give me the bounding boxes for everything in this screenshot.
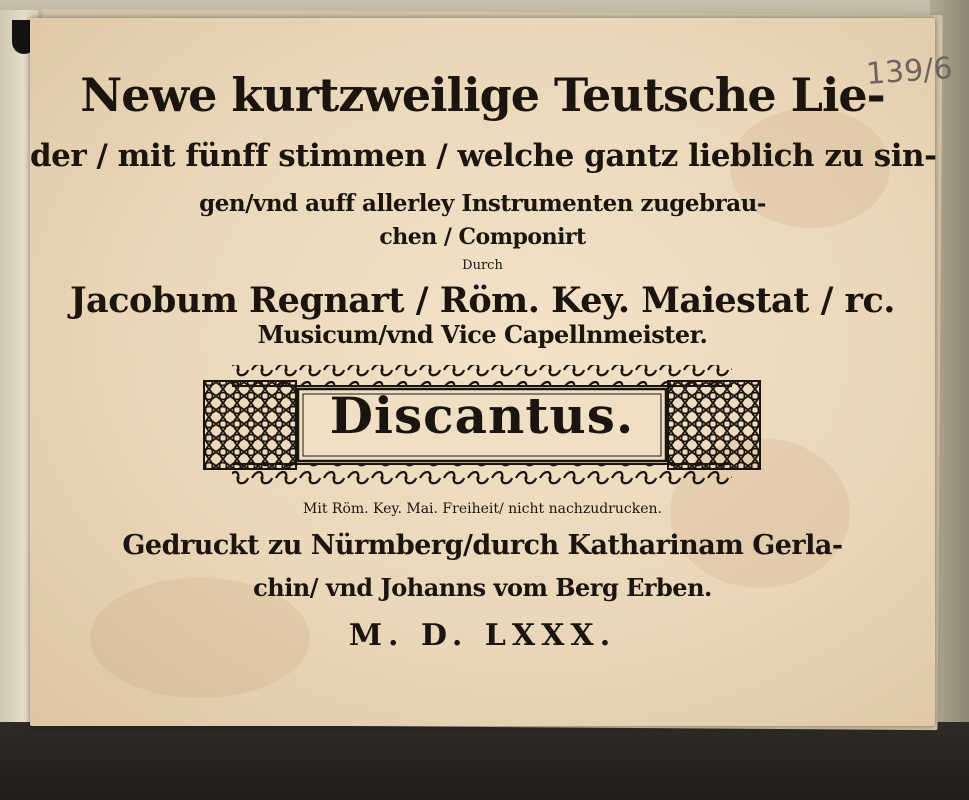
author-role: Musicum/vnd Vice Capellnmeister. [257,320,708,349]
background-bottom [0,722,969,800]
publication-year: M. D. LXXX. [348,618,617,653]
title-line-3: gen/vnd auff allerley Instrumenten zugebrau- [199,190,766,217]
author-line: Jacobum Regnart / Röm. Key. Maiestat / rc. [70,280,895,321]
title-page [30,18,954,726]
privilege-note: Mit Röm. Key. Mai. Freiheit/ nicht nachzudrucken. [303,501,662,517]
title-line-2: der / mit fünff stimmen / welche gantz lieblich zu sin- [30,138,937,174]
shelfmark-note: 139/6 [864,51,954,92]
title-line-4: chen / Componirt [379,224,586,250]
voice-part-title: Discantus. [329,386,635,445]
imprint-line-2: chin/ vnd Johanns vom Berg Erben. [253,573,712,602]
by-line: Durch [462,258,503,273]
imprint-line-1: Gedruckt zu Nürmberg/durch Katharinam Gerla- [122,530,843,561]
title-line-1: Newe kurtzweilige Teutsche Lie- [80,68,885,122]
